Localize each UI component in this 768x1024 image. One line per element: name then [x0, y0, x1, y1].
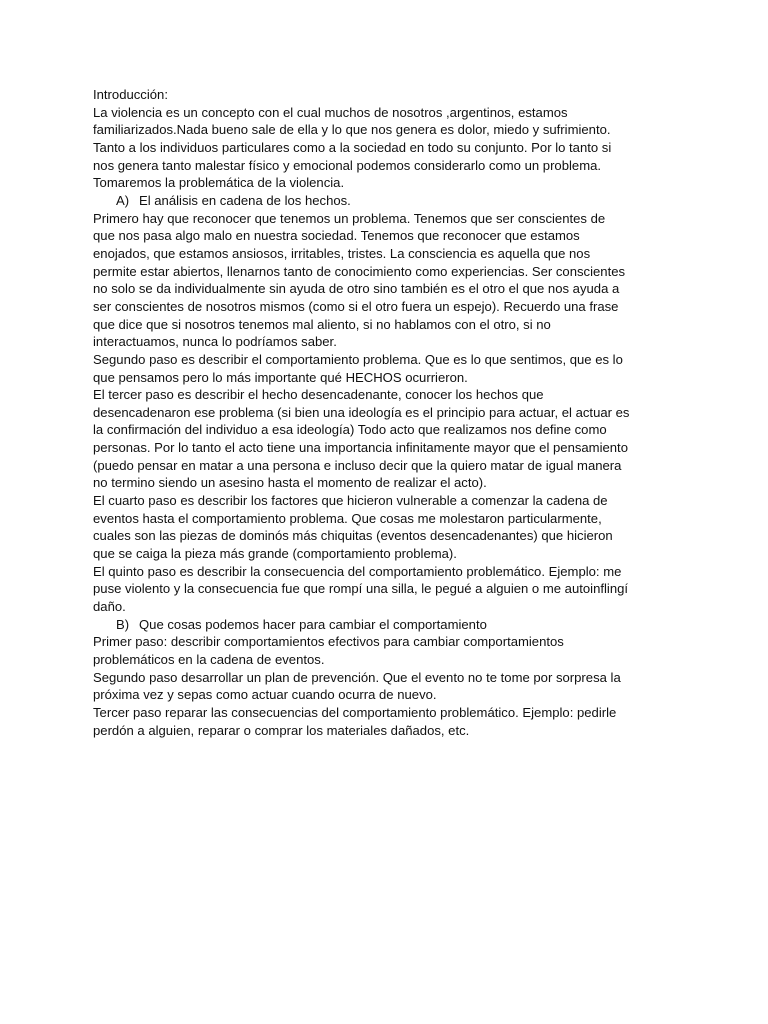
text-line: permite estar abiertos, llenarnos tanto de conocimiento como experiencias. Ser conscientes	[93, 263, 626, 279]
text-line: problemáticos en la cadena de eventos.	[93, 652, 325, 667]
text-line: perdón a alguien, reparar o comprar los materiales dañados, etc.	[93, 722, 470, 738]
text-line: familiarizados.Nada bueno sale de ella y lo que nos genera es dolor, miedo y sufrimiento.	[93, 122, 611, 138]
text-line: Primero hay que reconocer que tenemos un problema. Tenemos que ser conscientes de	[93, 210, 606, 226]
text-line: eventos hasta el comportamiento problema. Que cosas me molestaron particularmente,	[93, 510, 602, 526]
text-line: no termino siendo un asesino hasta el momento de realizar el acto).	[93, 475, 487, 491]
section-b-heading	[93, 616, 683, 634]
text-line: El quinto paso es describir la consecuencia del comportamiento problemático. Ejemplo: me	[93, 563, 622, 579]
text-line: que se caiga la pieza más grande (comportamiento problema).	[93, 546, 457, 562]
text-line: El cuarto paso es describir los factores que hicieron vulnerable a comenzar la cadena de	[93, 493, 608, 509]
text-line: Primer paso: describir comportamientos efectivos para cambiar comportamientos	[93, 634, 564, 650]
text-line: que dice que si nosotros tenemos mal aliento, si no hablamos con el otro, si no	[93, 316, 551, 332]
text-line: la confirmación del individuo a esa ideología) Todo acto que realizamos nos define como	[93, 422, 607, 438]
text-line: no solo se da individualmente sin ayuda de otro sino también es el otro el que nos ayuda a	[93, 281, 620, 297]
text-line: que nos pasa algo malo en nuestra sociedad. Tenemos que reconocer que estamos	[93, 228, 580, 244]
section-a-body	[93, 210, 683, 616]
text-line: (puedo pensar en matar a una persona e incluso decir que la quiero matar de igual manera	[93, 457, 622, 473]
text-line: nos genera tanto malestar físico y emocional podemos considerarlo como un problema.	[93, 157, 602, 173]
text-line: ser conscientes de nosotros mismos (como si el otro fuera un espejo). Recuerdo una frase	[93, 298, 619, 314]
section-title: Que cosas podemos hacer para cambiar el comportamiento	[139, 616, 487, 632]
text-line: Tercer paso reparar las consecuencias del comportamiento problemático. Ejemplo: pedirle	[93, 704, 617, 720]
list-marker: B)	[116, 616, 130, 632]
list-marker: A)	[116, 192, 130, 208]
text-line: daño.	[93, 599, 126, 615]
intro-paragraph	[93, 104, 683, 192]
text-line: próxima vez y sepas como actuar cuando ocurra de nuevo.	[93, 687, 437, 703]
text-line: Tanto a los individuos particulares como a la sociedad en todo su conjunto. Por lo tanto si	[93, 139, 612, 155]
text-line: puse violento y la consecuencia fue que rompí una silla, le pegué a alguien o me autoinflingí	[93, 581, 629, 597]
text-line: personas. Por lo tanto el acto tiene una importancia infinitamente mayor que el pensamiento	[93, 440, 628, 456]
section-b-body	[93, 633, 683, 739]
text-line: enojados, que estamos ansiosos, irritables, tristes. La consciencia es aquella que nos	[93, 245, 591, 261]
text-line: desencadenaron ese problema (si bien una ideología es el principio para actuar, el actuar es	[93, 404, 630, 420]
document-page	[93, 86, 683, 739]
text-line: Tomaremos la problemática de la violencia.	[93, 175, 345, 191]
text-line: que pensamos pero lo más importante qué HECHOS ocurrieron.	[93, 369, 468, 385]
text-line: interactuamos, nunca lo podríamos saber.	[93, 334, 337, 350]
document-heading: Introducción:	[93, 87, 168, 102]
text-line: El tercer paso es describir el hecho desencadenante, conocer los hechos que	[93, 387, 544, 403]
text-line: Segundo paso es describir el comportamiento problema. Que es lo que sentimos, que es lo	[93, 351, 623, 367]
section-a-heading	[93, 192, 683, 210]
text-line: cuales son las piezas de dominós más chiquitas (eventos desencadenantes) que hicieron	[93, 528, 613, 544]
section-title: El análisis en cadena de los hechos.	[139, 192, 351, 208]
text-line: La violencia es un concepto con el cual muchos de nosotros ,argentinos, estamos	[93, 104, 568, 120]
text-line: Segundo paso desarrollar un plan de prevención. Que el evento no te tome por sorpresa la	[93, 669, 621, 685]
